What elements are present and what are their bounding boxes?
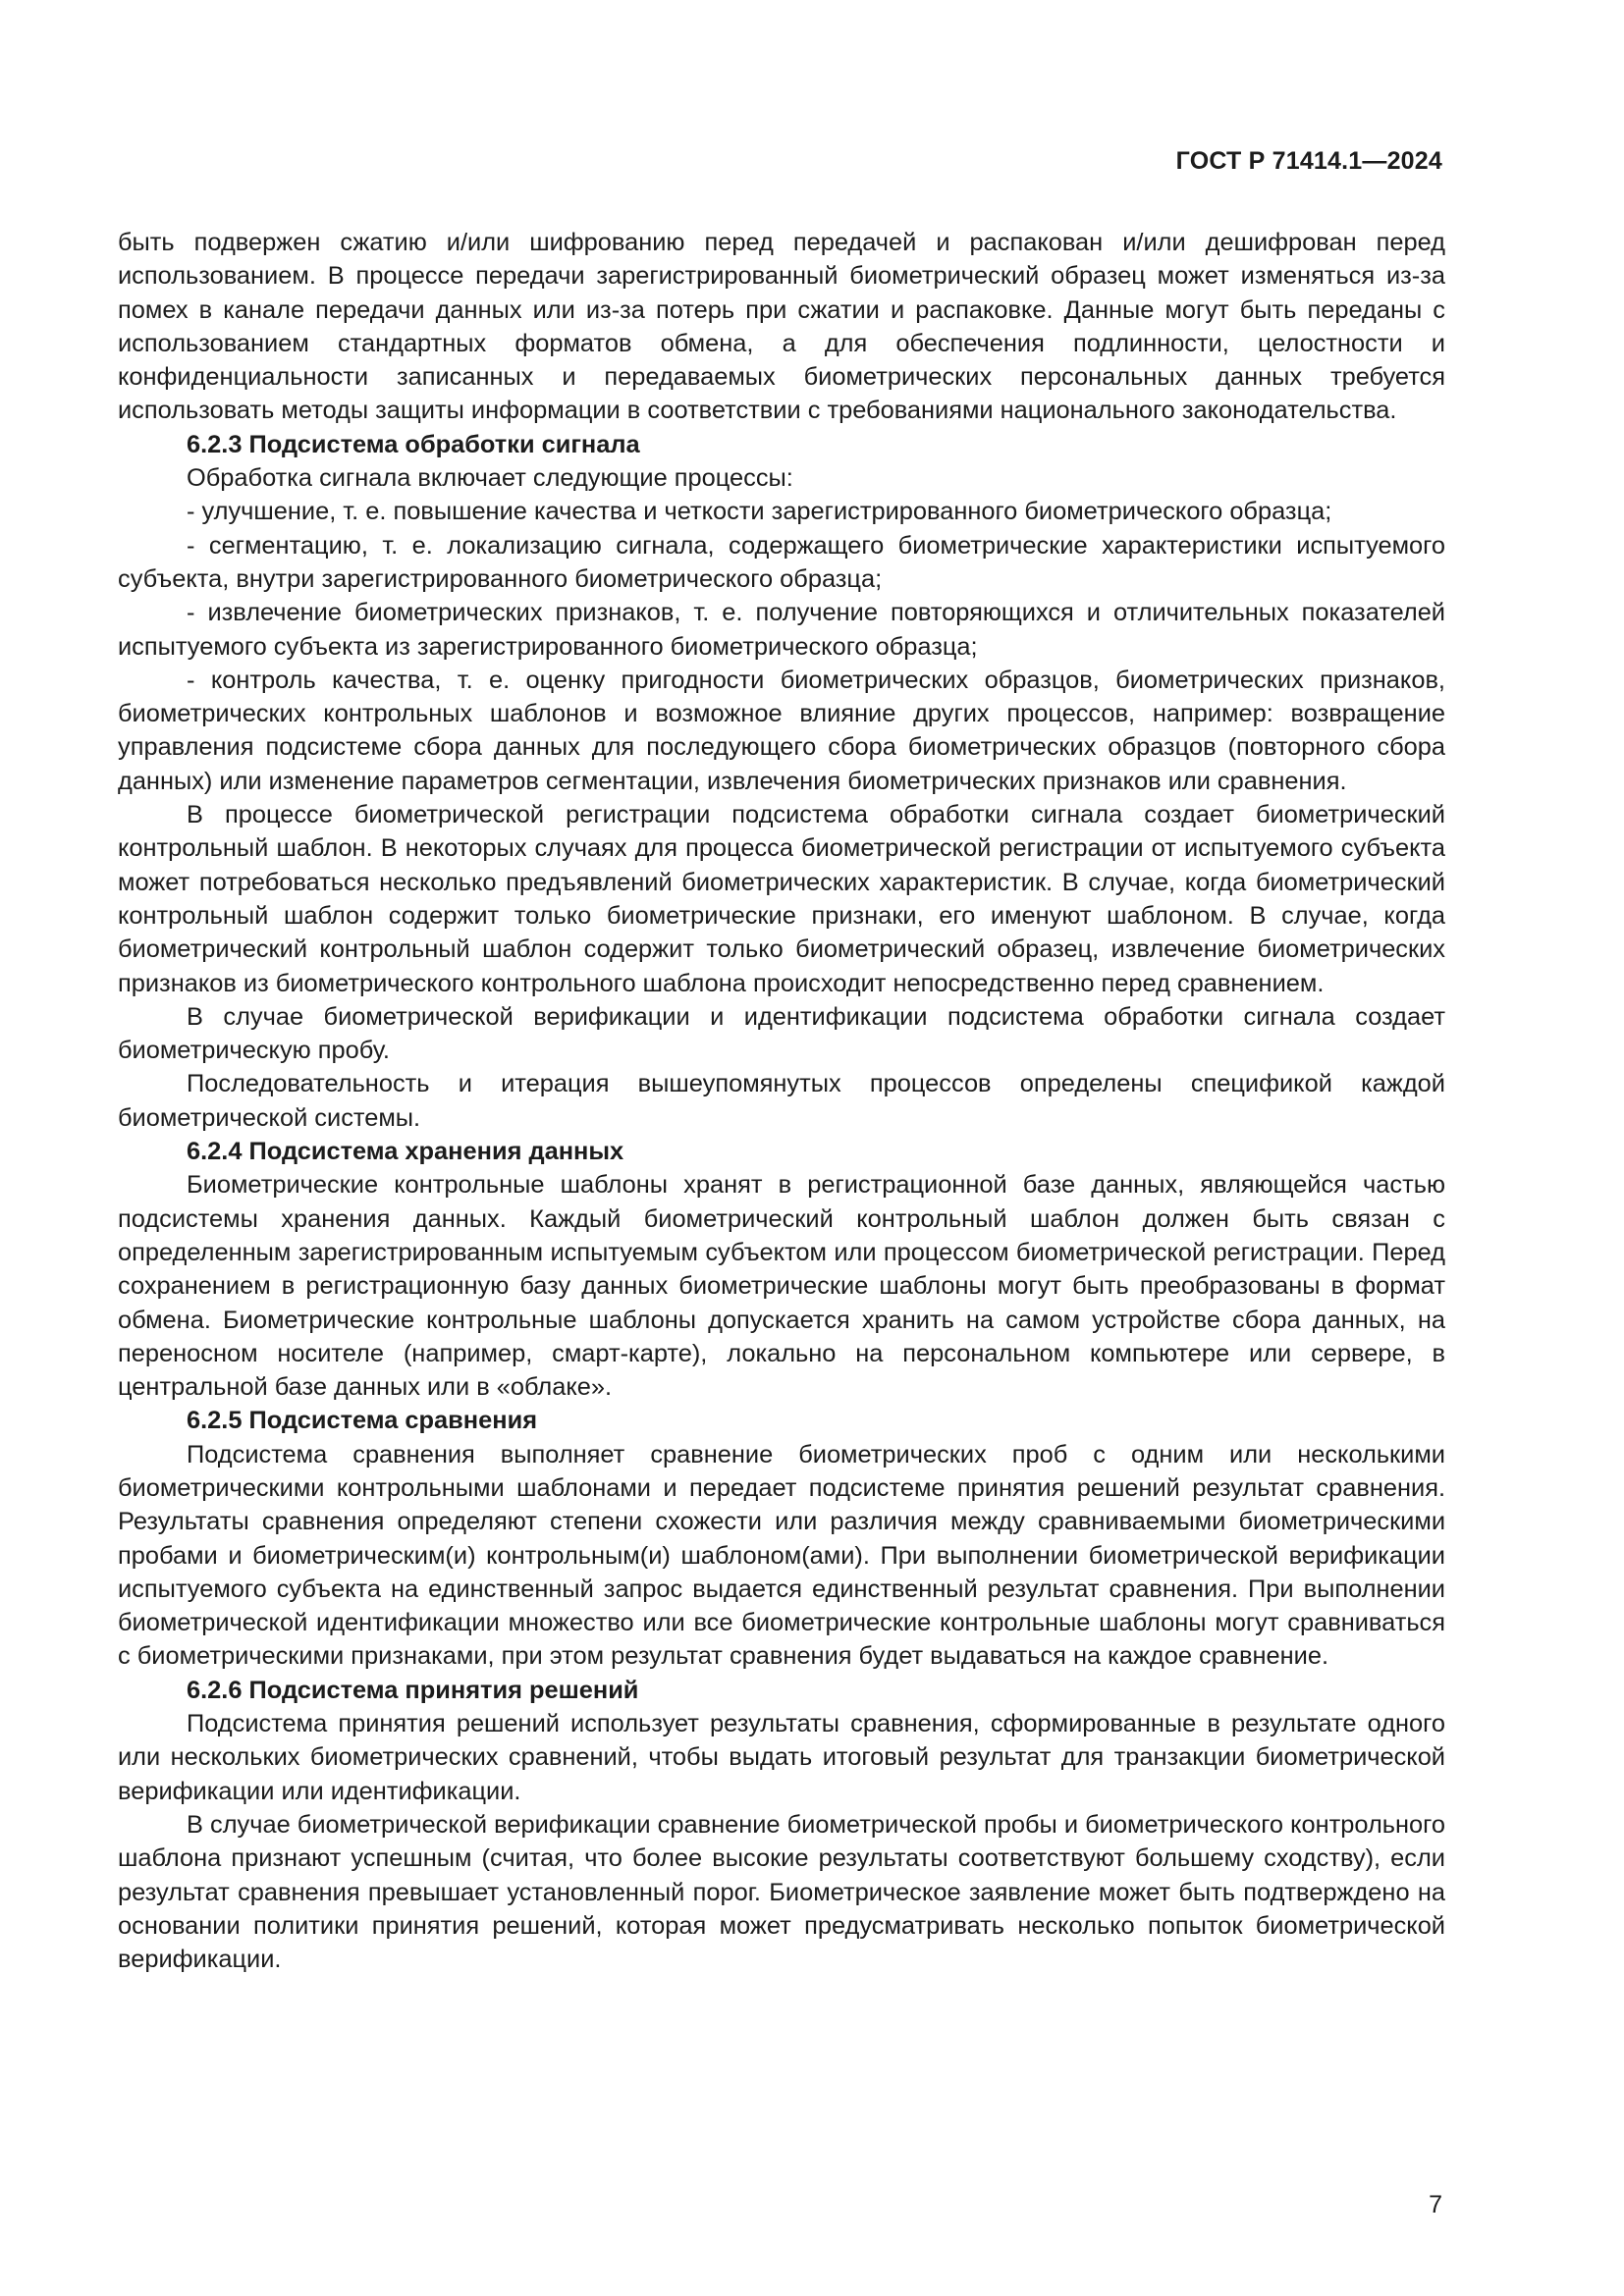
paragraph: Подсистема сравнения выполняет сравнение биометрических проб с одним или несколькими биометрическими контрольными шаблонами и передает подсистеме принятия решений результат сравнения. Результаты сравнения определяют степени схожести или различия между сравниваемыми биометрическими пробами и биометрическим(и) контрольным(и) шаблоном(ами). При выполнении биометрической верификации испытуемого субъекта на единственный запрос выдается единственный результат сравнения. При выполнении биометрической идентификации множество или все биометрические контрольные шаблоны могут сравниваться с биометрическими признаками, при этом результат сравнения будет выдаваться на каждое сравнение. [118, 1440, 1445, 1671]
document-designation: ГОСТ Р 71414.1—2024 [1175, 147, 1442, 175]
list-item: - сегментацию, т. е. локализацию сигнала, содержащего биометрические характеристики испытуемого субъекта, внутри зарегистрированного биометрического образца; [118, 531, 1445, 593]
paragraph: В процессе биометрической регистрации подсистема обработки сигнала создает биометрический контрольный шаблон. В некоторых случаях для процесса биометрической регистрации от испытуемого субъекта может потребоваться несколько предъявлений биометрических характеристик. В случае, когда биометрический контрольный шаблон содержит только биометрические признаки, его именуют шаблоном. В случае, когда биометрический контрольный шаблон содержит только биометрический образец, извлечение биометрических признаков из биометрического контрольного шаблона происходит непосредственно перед сравнением. [118, 801, 1445, 997]
list-item: - контроль качества, т. е. оценку пригодности биометрических образцов, биометрических признаков, биометрических контрольных шаблонов и возможное влияние других процессов, например: возвращение управления подсистеме сбора данных для последующего сбора биометрических образцов (повторного сбора данных) или изменение параметров сегментации, извлечения биометрических признаков или сравнения. [118, 666, 1445, 795]
paragraph: Обработка сигнала включает следующие процессы: [187, 464, 793, 493]
section-heading-6-2-5: 6.2.5 Подсистема сравнения [187, 1407, 538, 1435]
paragraph: В случае биометрической верификации сравнение биометрической пробы и биометрического контрольного шаблона признают успешным (считая, что более высокие результаты соответствуют большему сходству), если результат сравнения превышает установленный порог. Биометрическое заявление может быть подтверждено на основании политики принятия решений, которая может предусматривать несколько попыток биометрической верификации. [118, 1810, 1445, 1974]
section-heading-6-2-6: 6.2.6 Подсистема принятия решений [187, 1676, 639, 1704]
paragraph: В случае биометрической верификации и идентификации подсистема обработки сигнала создает биометрическую пробу. [118, 1002, 1445, 1065]
page-number: 7 [1429, 2191, 1442, 2218]
list-item: - извлечение биометрических признаков, т. е. получение повторяющихся и отличительных показателей испытуемого субъекта из зарегистрированного биометрического образца; [118, 599, 1445, 661]
section-heading-6-2-3: 6.2.3 Подсистема обработки сигнала [187, 430, 640, 458]
paragraph: Биометрические контрольные шаблоны хранят в регистрационной базе данных, являющейся частью подсистемы хранения данных. Каждый биометрический контрольный шаблон должен быть связан с определенным зарегистрированным испытуемым субъектом или процессом биометрической регистрации. Перед сохранением в регистрационную базу данных биометрические шаблоны могут быть преобразованы в формат обмена. Биометрические контрольные шаблоны допускается хранить на самом устройстве сбора данных, на переносном носителе (например, смарт-карте), локально на персональном компьютере или сервере, в центральной базе данных или в «облаке». [118, 1171, 1445, 1402]
section-heading-6-2-4: 6.2.4 Подсистема хранения данных [187, 1138, 624, 1166]
paragraph: Подсистема принятия решений использует результаты сравнения, сформированные в результате одного или нескольких биометрических сравнений, чтобы выдать итоговый результат для транзакции биометрической верификации или идентификации. [118, 1710, 1445, 1805]
list-item: - улучшение, т. е. повышение качества и четкости зарегистрированного биометрического образца; [187, 498, 1332, 526]
document-body [118, 226, 1445, 1976]
paragraph-continuation: быть подвержен сжатию и/или шифрованию перед передачей и распакован и/или дешифрован перед использованием. В процессе передачи зарегистрированный биометрический образец может изменяться из-за помех в канале передачи данных или из-за потерь при сжатии и распаковке. Данные могут быть переданы с использованием стандартных форматов обмена, а для обеспечения подлинности, целостности и конфиденциальности записанных и передаваемых биометрических персональных данных требуется использовать методы защиты информации в соответствии с требованиями национального законодательства. [118, 229, 1445, 425]
paragraph: Последовательность и итерация вышеупомянутых процессов определены спецификой каждой биометрической системы. [118, 1070, 1445, 1132]
